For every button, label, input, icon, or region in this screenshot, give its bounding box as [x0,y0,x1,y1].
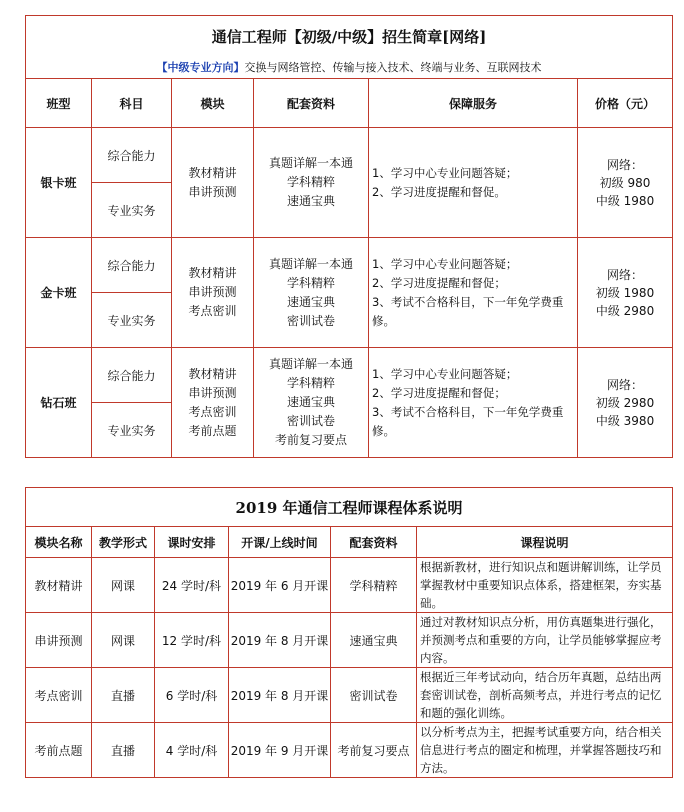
price-label: 网络： [607,267,644,282]
hours: 12 学时/科 [155,613,229,668]
table-row [26,723,673,778]
hours: 4 学时/科 [155,723,229,778]
materials-cell [254,128,369,238]
material-item: 学科精粹 [286,175,335,189]
services-cell [369,348,578,458]
material-item: 速通宝典 [286,395,335,409]
materials-cell [254,238,369,348]
table-row [26,128,673,183]
module-item: 考前点题 [188,423,237,438]
admission-title: 通信工程师【初级/中级】招生简章[网络] [26,16,673,57]
header-hours: 课时安排 [155,527,229,558]
price-cell [578,128,673,238]
class-name: 钻石班 [26,348,92,458]
services-cell [369,238,578,348]
service-item: 1、学习中心专业问题答疑； [372,165,518,180]
description: 根据新教材，进行知识点和题讲解训练，让学员掌握教材中重要知识点体系，搭建框架，夯实基础。 [417,558,673,613]
header-price: 价格（元） [578,79,673,128]
service-item: 3、考试不合格科目，下一年免学费重修。 [372,404,564,438]
subject: 专业实务 [92,183,172,238]
material-item: 考前复习要点 [274,433,347,447]
modules-cell [172,348,254,458]
teaching-form: 直播 [92,723,155,778]
subject: 综合能力 [92,238,172,293]
table-row [26,613,673,668]
start-time: 2019 年 9 月开课 [229,723,331,778]
course-system-table [25,487,673,778]
module-item: 考点密训 [188,404,237,419]
teaching-form: 网课 [92,613,155,668]
module-name: 考前点题 [26,723,92,778]
material: 学科精粹 [331,558,417,613]
material-item: 学科精粹 [286,275,335,290]
module-item: 考点密训 [188,304,237,318]
material-item: 学科精粹 [286,376,335,390]
module-name: 串讲预测 [26,613,92,668]
price-cell [578,348,673,458]
price-cell [578,238,673,348]
class-name: 银卡班 [26,128,92,238]
description: 根据近三年考试动向，结合历年真题，总结出两套密训试卷，剖析高频考点，并进行考点的记忆和题的强化训练。 [417,668,673,723]
table-row [26,668,673,723]
price-junior: 初级 1980 [595,285,655,300]
service-item: 2、学习进度提醒和督促； [372,275,506,290]
module-item: 教材精讲 [188,165,237,180]
modules-cell [172,128,254,238]
teaching-form: 直播 [92,668,155,723]
course-system-title: 2019 年通信工程师课程体系说明 [26,488,673,527]
header-teaching-form: 教学形式 [92,527,155,558]
header-start-time: 开课/上线时间 [229,527,331,558]
materials-cell [254,348,369,458]
admission-table [25,15,673,458]
material-item: 速通宝典 [286,194,335,208]
direction-line [26,56,673,79]
header-module-name: 模块名称 [26,527,92,558]
material-item: 真题详解一本通 [268,156,353,170]
price-junior: 初级 980 [599,175,651,190]
header-service: 保障服务 [369,79,578,128]
module-item: 串讲预测 [188,385,237,400]
class-name: 金卡班 [26,238,92,348]
admission-header-row [26,79,673,128]
hours: 6 学时/科 [155,668,229,723]
material: 考前复习要点 [331,723,417,778]
material-item: 密训试卷 [286,313,335,328]
service-item: 1、学习中心专业问题答疑； [372,366,518,381]
material-item: 真题详解一本通 [268,256,353,271]
service-item: 1、学习中心专业问题答疑； [372,256,518,271]
module-item: 教材精讲 [188,266,237,280]
direction-label: 【中级专业方向】 [156,61,245,74]
header-material: 配套资料 [254,79,369,128]
table-row [26,558,673,613]
start-time: 2019 年 8 月开课 [229,613,331,668]
course-header-row [26,527,673,558]
material-item: 速通宝典 [286,294,335,309]
teaching-form: 网课 [92,558,155,613]
price-intermediate: 中级 2980 [595,303,655,318]
hours: 24 学时/科 [155,558,229,613]
service-item: 2、学习进度提醒和督促； [372,385,506,400]
header-class: 班型 [26,79,92,128]
description: 以分析考点为主，把握考试重要方向，结合相关信息进行考点的圈定和梳理，并掌握答题技巧和方法。 [417,723,673,778]
subject: 专业实务 [92,403,172,458]
price-intermediate: 中级 1980 [595,193,655,208]
subject: 综合能力 [92,128,172,183]
header-subject: 科目 [92,79,172,128]
module-name: 考点密训 [26,668,92,723]
price-junior: 初级 2980 [595,395,655,410]
module-item: 教材精讲 [188,366,237,381]
services-cell [369,128,578,238]
module-name: 教材精讲 [26,558,92,613]
table-row [26,238,673,293]
material: 速通宝典 [331,613,417,668]
module-item: 串讲预测 [188,184,237,199]
header-module: 模块 [172,79,254,128]
table-row [26,348,673,403]
material: 密训试卷 [331,668,417,723]
price-label: 网络： [607,377,644,392]
module-item: 串讲预测 [188,285,237,299]
price-label: 网络： [607,157,644,172]
price-intermediate: 中级 3980 [595,413,655,428]
header-material: 配套资料 [331,527,417,558]
start-time: 2019 年 8 月开课 [229,668,331,723]
direction-text: 交换与网络管控、传输与接入技术、终端与业务、互联网技术 [244,61,542,74]
subject: 综合能力 [92,348,172,403]
header-description: 课程说明 [417,527,673,558]
material-item: 密训试卷 [286,414,335,428]
modules-cell [172,238,254,348]
start-time: 2019 年 6 月开课 [229,558,331,613]
subject: 专业实务 [92,293,172,348]
material-item: 真题详解一本通 [268,357,353,371]
service-item: 2、学习进度提醒和督促。 [372,184,506,199]
description: 通过对教材知识点分析，用仿真题集进行强化，并预测考点和重要的方向，让学员能够掌握应考内容。 [417,613,673,668]
service-item: 3、考试不合格科目，下一年免学费重修。 [372,294,564,328]
